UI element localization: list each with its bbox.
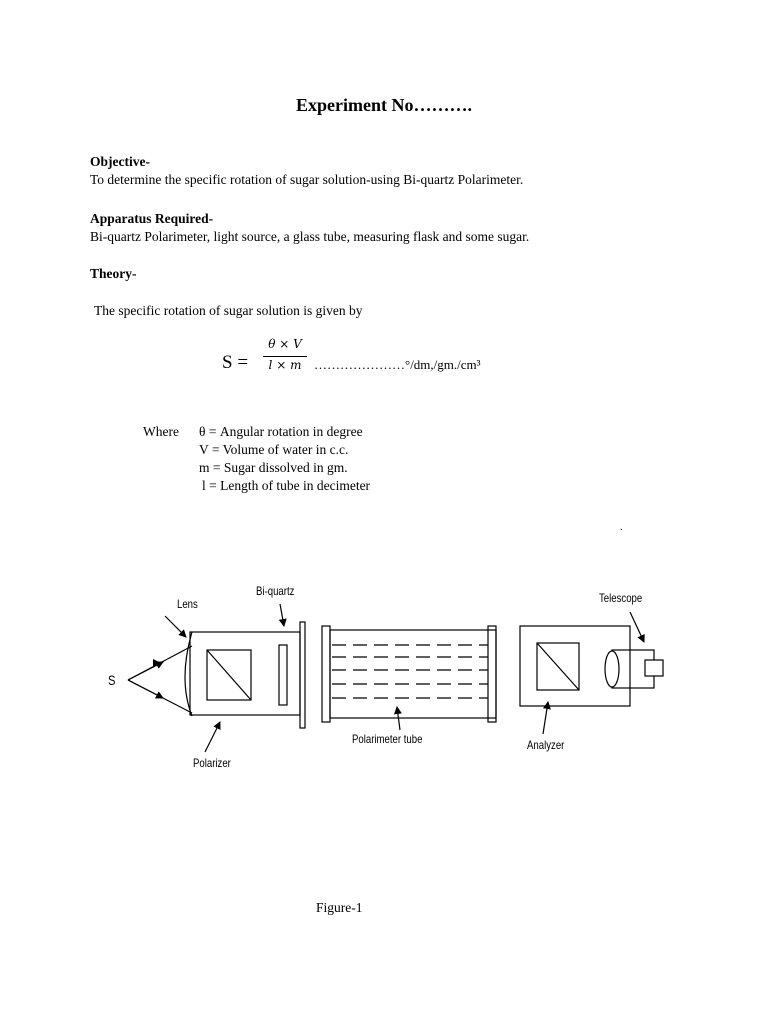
label-biquartz: Bi-quartz	[256, 584, 295, 598]
page-title: Experiment No……….	[296, 95, 472, 115]
figure-caption: Figure-1	[316, 900, 363, 915]
telescope-lens	[605, 651, 619, 687]
where-label: Where	[143, 424, 179, 439]
label-telescope: Telescope	[599, 591, 643, 605]
tube-flange	[300, 622, 305, 728]
biquartz-plate	[279, 645, 287, 705]
label-tube: Polarimeter tube	[352, 732, 423, 746]
formula-units: …………………°/dm,/gm./cm³	[314, 357, 481, 372]
lens	[185, 632, 192, 716]
theory-intro: The specific rotation of sugar solution is given by	[94, 303, 363, 318]
apparatus-text: Bi-quartz Polarimeter, light source, a glass tube, measuring flask and some sugar.	[90, 229, 530, 244]
solution-lines	[332, 645, 488, 698]
definition-length: l = Length of tube in decimeter	[202, 478, 371, 493]
formula-lhs: S =	[222, 352, 249, 373]
definition-mass: m = Sugar dissolved in gm.	[199, 460, 348, 475]
definition-volume: V = Volume of water in c.c.	[199, 442, 349, 457]
polarimeter-tube	[330, 630, 496, 718]
definition-theta: θ = Angular rotation in degree	[199, 424, 363, 439]
formula-denominator: l × m	[268, 358, 302, 372]
light-rays	[128, 646, 192, 713]
objective-heading: Objective-	[90, 154, 150, 169]
telescope-eyepiece	[645, 660, 663, 676]
label-lens: Lens	[177, 597, 198, 611]
apparatus-heading: Apparatus Required-	[90, 211, 214, 226]
theory-heading: Theory-	[90, 266, 137, 281]
label-polarizer: Polarizer	[193, 756, 231, 770]
stray-dot: .	[620, 522, 623, 533]
objective-text: To determine the specific rotation of sugar solution-using Bi-quartz Polarimeter.	[90, 172, 524, 187]
label-analyzer: Analyzer	[527, 738, 565, 752]
formula-numerator: θ × V	[268, 337, 302, 351]
label-source: S	[108, 672, 116, 688]
